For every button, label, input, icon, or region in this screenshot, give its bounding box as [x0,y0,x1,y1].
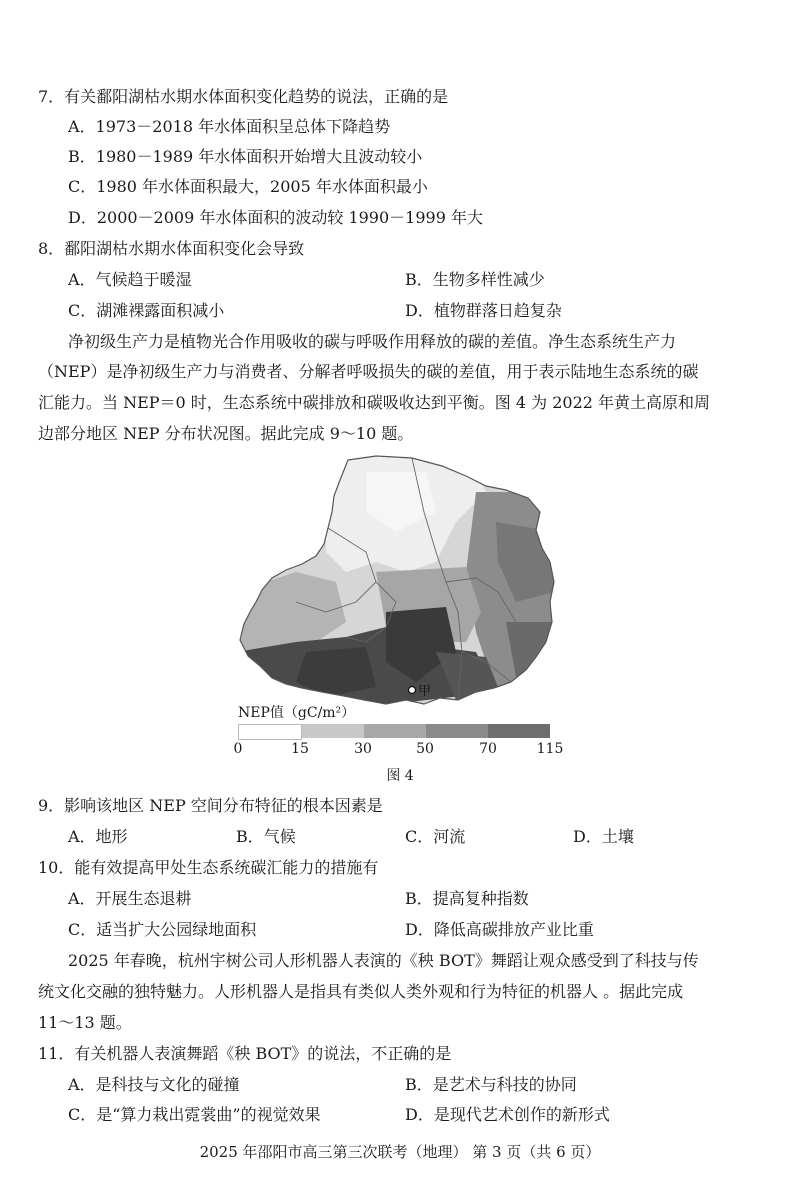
question-11-stem: 11．有关机器人表演舞蹈《秧 BOT》的说法，不正确的是 [38,1044,452,1063]
question-7-option-c: C．1980 年水体面积最大，2005 年水体面积最小 [68,177,428,196]
question-11-option-a: A．是科技与文化的碰撞 [68,1075,240,1094]
question-11-option-c: C．是“算力栽出霓裳曲”的视觉效果 [68,1105,321,1124]
question-10-option-d: D．降低高碳排放产业比重 [405,920,594,939]
legend-tick-15: 15 [291,741,309,757]
question-10-stem: 10．能有效提高甲处生态系统碳汇能力的措施有 [38,858,379,877]
question-8-option-a: A．气候趋于暖湿 [68,270,192,289]
passage-1-line-3: 汇能力。当 NEP＝0 时，生态系统中碳排放和碳吸收达到平衡。图 4 为 2022 年黄土高原和周 [38,393,711,412]
passage-2-line-2: 统文化交融的独特魅力。人形机器人是指具有类似人类外观和行为特征的机器人 。据此完成 [38,982,684,1001]
question-10-option-c: C．适当扩大公园绿地面积 [68,920,257,939]
passage-1-line-4: 边部分地区 NEP 分布状况图。据此完成 9～10 题。 [38,424,414,443]
legend-swatch-2 [364,724,426,738]
question-7-option-a: A．1973－2018 年水体面积呈总体下降趋势 [68,117,391,136]
marker-jia-label: 甲 [418,684,432,699]
passage-2-line-1: 2025 年春晚，杭州宇树公司人形机器人表演的《秧 BOT》舞蹈让观众感受到了科技与传 [68,951,699,970]
legend-swatch-3 [426,724,488,738]
legend-tick-115: 115 [536,741,564,757]
legend-swatch-1 [302,724,364,738]
question-7-option-d: D．2000－2009 年水体面积的波动较 1990－1999 年大 [68,208,483,227]
question-10-option-b: B．提高复种指数 [405,889,529,908]
question-8-stem: 8．鄱阳湖枯水期水体面积变化会导致 [38,239,305,258]
question-8-option-d: D．植物群落日趋复杂 [405,301,562,320]
question-9-option-a: A．地形 [68,827,128,846]
figure-caption: 图 4 [386,768,414,784]
question-9-stem: 9．影响该地区 NEP 空间分布特征的根本因素是 [38,796,383,815]
question-8-option-c: C．湖滩裸露面积减小 [68,301,225,320]
legend-tick-30: 30 [354,741,372,757]
question-9-option-b: B．气候 [236,827,296,846]
passage-1-line-2: （NEP）是净初级生产力与消费者、分解者呼吸损失的碳的差值，用于表示陆地生态系统的碳 [38,362,699,381]
marker-jia-point [409,687,416,694]
legend-tick-70: 70 [479,741,497,757]
nep-map-graphic [236,452,566,722]
question-11-option-d: D．是现代艺术创作的新形式 [405,1105,610,1124]
question-7-option-b: B．1980－1989 年水体面积开始增大且波动较小 [68,147,423,166]
nep-map [236,452,566,722]
question-11-option-b: B．是艺术与科技的协同 [405,1075,577,1094]
passage-1-line-1: 净初级生产力是植物光合作用吸收的碳与呼吸作用释放的碳的差值。净生态系统生产力 [68,332,677,351]
question-7-stem: 7．有关鄱阳湖枯水期水体面积变化趋势的说法，正确的是 [38,87,449,106]
passage-2-line-3: 11～13 题。 [38,1013,132,1032]
legend-tick-50: 50 [416,741,434,757]
question-10-option-a: A．开展生态退耕 [68,889,192,908]
legend-color-bar [238,724,550,738]
page-footer: 2025 年邵阳市高三第三次联考（地理） 第 3 页（共 6 页） [199,1143,601,1161]
question-9-option-c: C．河流 [405,827,466,846]
legend-swatch-0 [238,724,302,740]
legend-tick-0: 0 [233,741,243,757]
question-9-option-d: D．土壤 [573,827,634,846]
question-8-option-b: B．生物多样性减少 [405,270,545,289]
legend-swatch-4 [488,724,550,738]
legend-title: NEP值（gC/m²） [238,705,356,721]
nep-legend [233,704,566,764]
